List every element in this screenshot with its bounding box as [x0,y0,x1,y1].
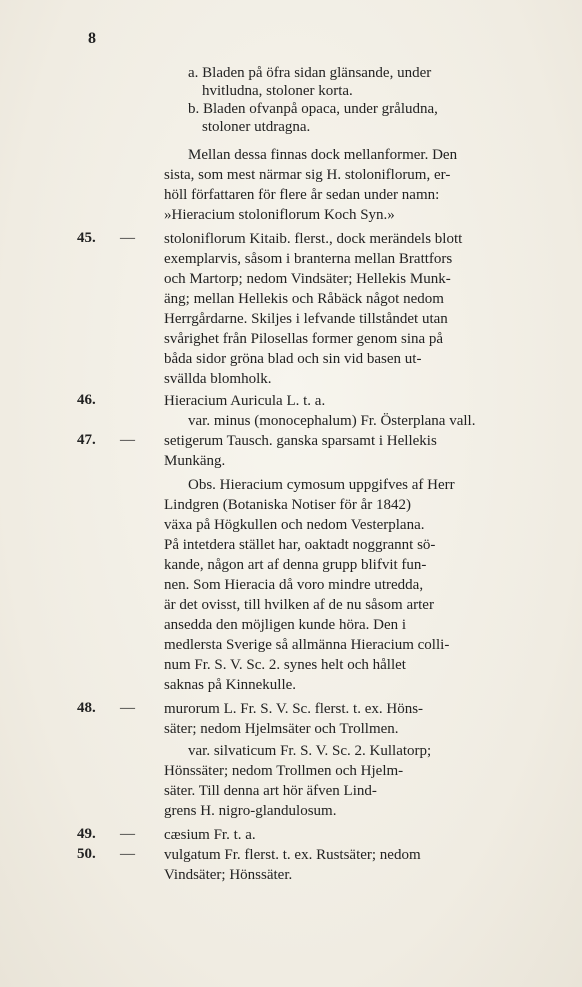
text-line: grens H. nigro-glandulosum. [164,803,337,819]
text-line: Lindgren (Botaniska Notiser för år 1842) [164,497,412,513]
entry-number: 50. [77,846,96,862]
entry-number: 47. [77,432,96,448]
page-number: 8 [88,30,96,47]
text-line: murorum L. Fr. S. V. Sc. flerst. t. ex. Höns- [164,701,424,717]
entry-number: 45. [77,230,96,246]
text-line: cæsium Fr. t. a. [164,827,256,843]
text-line: stoloniflorum Kitaib. flerst., dock merändels blott [164,231,463,247]
entry-number: 48. [77,700,96,716]
text-line: vulgatum Fr. flerst. t. ex. Rustsäter; nedom [164,847,421,863]
text-line: Herrgårdarne. Skiljes i lefvande tillståndet utan [164,311,448,327]
text-line: Hieracium Auricula L. t. a. [164,393,326,409]
text-line: På intetdera stället har, oaktadt noggrannt sö- [164,537,436,553]
ditto-dash: — [120,230,135,246]
ditto-dash: — [120,700,135,716]
text-line: var. silvaticum Fr. S. V. Sc. 2. Kullatorp; [188,743,432,759]
text-line: exemplarvis, såsom i branterna mellan Brattfors [164,251,453,267]
text-line: och Martorp; nedom Vindsäter; Hellekis Munk- [164,271,451,287]
text-line: saknas på Kinnekulle. [164,677,297,693]
text-line: höll författaren för flere år sedan under namn: [164,187,440,203]
text-line: svårighet från Pilosellas former genom sina på [164,331,444,347]
ditto-dash: — [120,432,135,448]
text-line: »Hieracium stoloniflorum Koch Syn.» [164,207,395,223]
text-line: växa på Högkullen och nedom Vesterplana. [164,517,425,533]
text-line: Obs. Hieracium cymosum uppgifves af Herr [188,477,455,493]
text-line: sista, som mest närmar sig H. stoloniflorum, er- [164,167,451,183]
text-line: säter. Till denna art hör äfven Lind- [164,783,377,799]
text-line: Munkäng. [164,453,226,469]
text-line: b. Bladen ofvanpå opaca, under gråludna, [188,101,438,117]
text-line: Hönssäter; nedom Trollmen och Hjelm- [164,763,404,779]
text-line: är det ovisst, till hvilken af de nu såsom arter [164,597,434,613]
text-line: nen. Som Hieracia då voro mindre utredda, [164,577,424,593]
text-line: svällda blomholk. [164,371,272,387]
text-line: num Fr. S. V. Sc. 2. synes helt och hållet [164,657,406,673]
text-line: a. Bladen på öfra sidan glänsande, under [188,65,432,81]
ditto-dash: — [120,846,135,862]
entry-number: 49. [77,826,96,842]
text-line: var. minus (monocephalum) Fr. Österplana vall. [188,413,476,429]
text-line: säter; nedom Hjelmsäter och Trollmen. [164,721,399,737]
text-line: setigerum Tausch. ganska sparsamt i Hellekis [164,433,437,449]
ditto-dash: — [120,826,135,842]
text-line: Mellan dessa finnas dock mellanformer. Den [188,147,458,163]
text-line: båda sidor gröna blad och sin vid basen ut- [164,351,422,367]
text-line: hvitludna, stoloner korta. [202,83,353,99]
text-line: kande, någon art af denna grupp blifvit fun- [164,557,427,573]
text-line: stoloner utdragna. [202,119,311,135]
entry-number: 46. [77,392,96,408]
text-line: Vindsäter; Hönssäter. [164,867,293,883]
text-line: medlersta Sverige så allmänna Hieracium colli- [164,637,450,653]
text-line: ansedda den möjligen kunde höra. Den i [164,617,407,633]
text-line: äng; mellan Hellekis och Råbäck något nedom [164,291,444,307]
